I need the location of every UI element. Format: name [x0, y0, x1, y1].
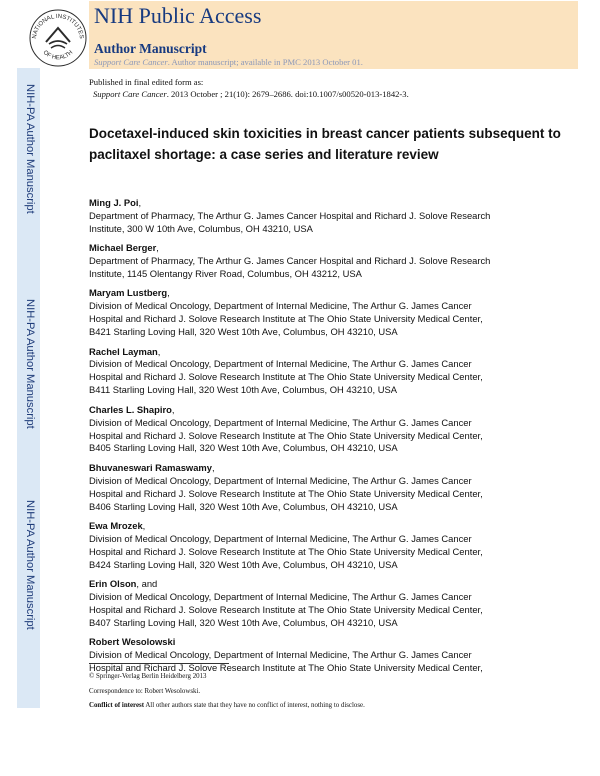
author-name: Bhuvaneswari Ramaswamy [89, 461, 212, 473]
footnotes [89, 670, 365, 714]
correspondence-note: Correspondence to: Robert Wesolowski. [89, 687, 201, 695]
left-sidebar [17, 68, 40, 708]
footnote-rule [89, 663, 229, 664]
author-entry [89, 287, 585, 339]
author-entry [89, 404, 585, 456]
conflict-of-interest-note [89, 699, 365, 714]
author-affiliation: Division of Medical Oncology, Department of Internal Medicine, The Arthur G. James Cancer Hospital and Richard J. Solove Research Institute at The Ohio State University Medical Center, B405 Starling Loving Hall, 320 West 10th Ave, Columbus, OH 43210, USA [89, 416, 483, 454]
published-line: Published in final edited form as: [89, 77, 204, 87]
author-affiliation: Division of Medical Oncology, Department of Internal Medicine, The Arthur G. James Cancer Hospital and Richard J. Solove Research Institute at The Ohio State University Medical Center, [89, 649, 483, 673]
seal-text-top: NATIONAL INSTITUTES [31, 13, 85, 40]
author-name-suffix: , [138, 197, 142, 208]
author-entry [89, 346, 585, 398]
author-affiliation: Department of Pharmacy, The Arthur G. James Cancer Hospital and Richard J. Solove Research Institute, 1145 Olentangy River Road, Columbus, OH 43212, USA [89, 255, 491, 280]
author-affiliation: Division of Medical Oncology, Department of Internal Medicine, The Arthur G. James Cancer Hospital and Richard J. Solove Research Institute at The Ohio State University Medical Center, B411 Starling Loving Hall, 320 West 10th Ave, Columbus, OH 43210, USA [89, 358, 483, 396]
author-name-suffix: , [156, 242, 159, 254]
author-affiliation: Division of Medical Oncology, Department of Internal Medicine, The Arthur G. James Cancer Hospital and Richard J. Solove Research Institute at The Ohio State University Medical Center, B421 Starling Loving Hall, 320 West 10th Ave, Columbus, OH 43210, USA [89, 300, 483, 338]
author-name-line [89, 242, 585, 255]
author-entry [89, 242, 585, 281]
seal-text-bottom: OF HEALTH [41, 49, 75, 62]
author-name-suffix: , [211, 461, 215, 473]
author-name-line [89, 520, 585, 533]
citation-details: . 2013 October ; 21(10): 2679–2686. doi:10.1007/s00520-013-1842-3. [166, 89, 409, 100]
sidebar-label-2: NIH-PA Author Manuscript [24, 299, 36, 429]
availability-line [94, 57, 363, 67]
author-affiliation: Division of Medical Oncology, Department of Internal Medicine, The Arthur G. James Cancer Hospital and Richard J. Solove Research Institute at The Ohio State University Medical Center, B424 Starling Loving Hall, 320 West 10th Ave, Columbus, OH 43210, USA [89, 532, 483, 570]
citation-line [89, 88, 409, 100]
author-name-line [89, 346, 585, 359]
author-name: Michael Berger [89, 242, 157, 254]
author-affiliation: Department of Pharmacy, The Arthur G. James Cancer Hospital and Richard J. Solove Research Institute, 300 W 10th Ave, Columbus, OH 43210, USA [89, 209, 491, 234]
author-name: Rachel Layman [89, 345, 158, 357]
published-info [89, 76, 409, 101]
coi-label: Conflict of interest [89, 702, 144, 709]
author-entry [89, 520, 585, 572]
author-name-line [89, 197, 585, 210]
author-entry [89, 462, 585, 514]
availability-text: . Author manuscript; available in PMC 2013 October 01. [167, 57, 363, 67]
author-name: Ming J. Poi [89, 197, 139, 208]
citation-journal: Support Care Cancer [93, 89, 167, 100]
author-name-line [89, 462, 585, 475]
sidebar-label-1: NIH-PA Author Manuscript [24, 84, 36, 214]
author-name: Ewa Mrozek [89, 519, 143, 531]
coi-text: All other authors state that they have no conflict of interest, nothing to disclose. [143, 702, 365, 709]
author-list [89, 197, 585, 681]
author-name: Charles L. Shapiro [89, 403, 172, 415]
author-entry [89, 578, 585, 630]
author-name-line [89, 287, 585, 300]
author-name-suffix: , [157, 345, 161, 357]
author-name: Robert Wesolowski [89, 636, 176, 648]
availability-journal: Support Care Cancer [94, 57, 168, 67]
author-name-suffix: , and [136, 578, 158, 590]
author-name-line [89, 578, 585, 591]
author-name: Erin Olson [89, 578, 137, 590]
copyright-note: © Springer-Verlag Berlin Heidelberg 2013 [89, 673, 207, 680]
author-affiliation: Division of Medical Oncology, Department of Internal Medicine, The Arthur G. James Cancer Hospital and Richard J. Solove Research Institute at The Ohio State University Medical Center, B407 Starling Loving Hall, 320 West 10th Ave, Columbus, OH 43210, USA [89, 590, 483, 628]
author-entry [89, 197, 585, 236]
author-name-suffix: , [142, 519, 146, 531]
author-name-line [89, 636, 585, 649]
author-name-line [89, 404, 585, 417]
author-name: Maryam Lustberg [89, 287, 168, 299]
author-affiliation: Division of Medical Oncology, Department of Internal Medicine, The Arthur G. James Cancer Hospital and Richard J. Solove Research Institute at The Ohio State University Medical Center, B406 Starling Loving Hall, 320 West 10th Ave, Columbus, OH 43210, USA [89, 474, 483, 512]
svg-text:OF HEALTH [42, 50, 74, 62]
sidebar-label-3: NIH-PA Author Manuscript [24, 500, 36, 630]
author-manuscript-label: Author Manuscript [94, 41, 207, 56]
author-name-suffix: , [171, 403, 175, 415]
nih-public-access-title: NIH Public Access [94, 3, 262, 28]
article-title: Docetaxel-induced skin toxicities in breast cancer patients subsequent to paclitaxel shortage: a case series and literature review [89, 126, 561, 162]
author-name-suffix: , [167, 287, 170, 299]
nih-seal-logo [28, 8, 88, 68]
